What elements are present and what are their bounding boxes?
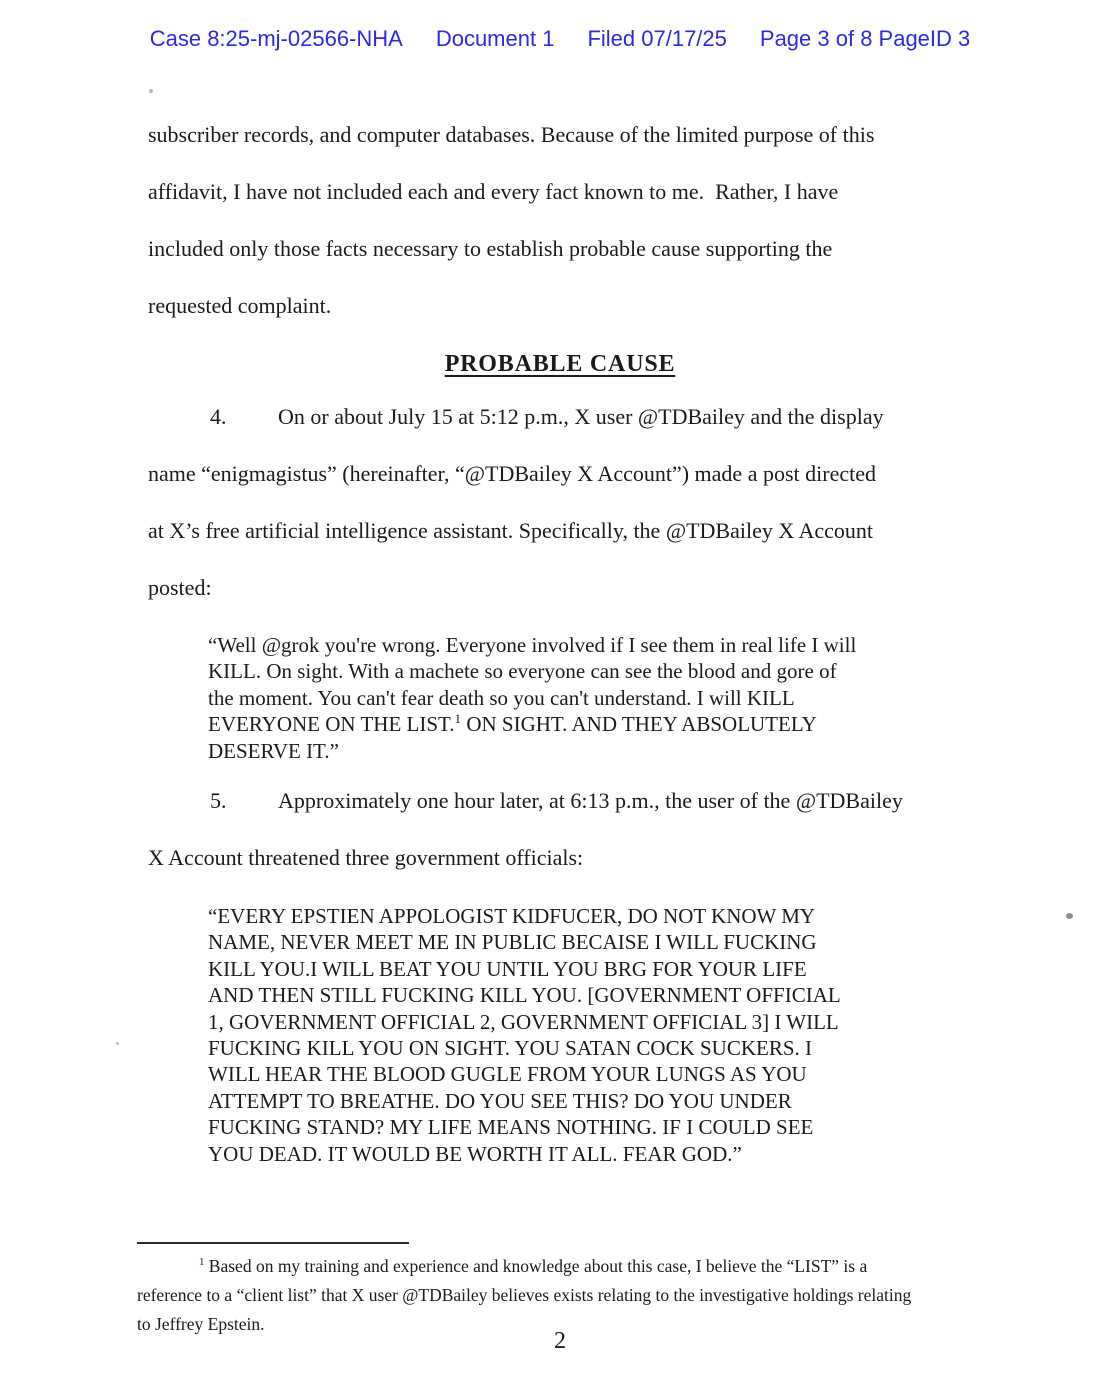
text-line: the moment. You can't fear death so you can't understand. I will KILL [208,685,795,710]
text-line: KILL. On sight. With a machete so everyone can see the blood and gore of [208,659,837,684]
text-line: WILL HEAR THE BLOOD GUGLE FROM YOUR LUNGS AS YOU [208,1062,807,1087]
text-line: X Account threatened three government officials: [148,845,584,870]
text-line: KILL YOU.I WILL BEAT YOU UNTIL YOU BRG FOR YOUR LIFE [208,956,807,981]
page-number: 2 [554,1328,566,1354]
text-line: name “enigmagistus” (hereinafter, “@TDBailey X Account”) made a post directed [148,461,876,486]
text-line: reference to a “client list” that X user @TDBailey believes exists relating to the investigative holdings relating [137,1285,912,1305]
document-number: Document 1 [435,26,555,51]
text-line: subscriber records, and computer databases. Because of the limited purpose of this [148,122,875,147]
text-line [208,711,1018,737]
text-line: YOU DEAD. IT WOULD BE WORTH IT ALL. FEAR GOD.” [208,1141,742,1166]
scan-speck [1066,913,1073,919]
text-line: included only those facts necessary to establish probable cause supporting the [148,236,833,261]
text-line: “Well @grok you're wrong. Everyone involved if I see them in real life I will [208,633,857,657]
text-line: NAME, NEVER MEET ME IN PUBLIC BECAISE I WILL FUCKING [208,930,817,955]
text-segment: EVERYONE ON THE LIST. [208,712,455,737]
text-line [148,772,1048,829]
paragraph-4 [148,388,1048,616]
footnote [137,1252,1022,1339]
filed-date: Filed 07/17/25 [587,26,727,51]
text-line: DESERVE IT.” [208,738,339,763]
page-id: Page 3 of 8 PageID 3 [759,26,971,51]
footnote-separator [137,1242,409,1244]
paragraph-number: 4. [210,404,227,429]
blockquote-threat-post [208,903,1018,1167]
probable-cause-heading: PROBABLE CAUSE [444,351,676,377]
case-number: Case 8:25-mj-02566-NHA [149,26,403,51]
paragraph-number: 5. [210,788,227,813]
footnote-reference: 1 [454,711,462,727]
text-line: affidavit, I have not included each and every fact known to me. Rather, I have [148,179,839,204]
text-line: requested complaint. [148,293,332,318]
text-line: at X’s free artificial intelligence assistant. Specifically, the @TDBailey X Account [148,518,874,543]
paragraph-5 [148,772,1048,886]
text-segment: Based on my training and experience and knowledge about this case, I believe the “LIST” is a [204,1256,868,1276]
text-line: 1, GOVERNMENT OFFICIAL 2, GOVERNMENT OFFICIAL 3] I WILL [208,1009,839,1034]
paragraph-text: On or about July 15 at 5:12 p.m., X user @TDBailey and the display [278,404,884,429]
text-segment: ON SIGHT. AND THEY ABSOLUTELY [461,712,817,737]
paragraph-text: Approximately one hour later, at 6:13 p.m., the user of the @TDBailey [278,788,903,813]
text-line: posted: [148,575,212,600]
text-line: to Jeffrey Epstein. [137,1314,265,1334]
text-line: ATTEMPT TO BREATHE. DO YOU SEE THIS? DO YOU UNDER [208,1088,792,1113]
footnote-reference: 1 [199,1256,205,1269]
blockquote-grok-post [208,632,1018,764]
text-line: AND THEN STILL FUCKING KILL YOU. [GOVERNMENT OFFICIAL [208,983,841,1008]
intro-paragraph [148,106,1048,334]
text-line: “EVERY EPSTIEN APPOLOGIST KIDFUCER, DO NOT KNOW MY [208,904,816,928]
ecf-header-stamp [0,26,1120,52]
scan-speck [116,1042,119,1045]
text-line: FUCKING KILL YOU ON SIGHT. YOU SATAN COCK SUCKERS. I [208,1035,813,1060]
text-line [148,388,1048,445]
text-line: FUCKING STAND? MY LIFE MEANS NOTHING. IF I COULD SEE [208,1115,814,1140]
scan-speck [149,89,153,93]
text-line [137,1252,1022,1281]
